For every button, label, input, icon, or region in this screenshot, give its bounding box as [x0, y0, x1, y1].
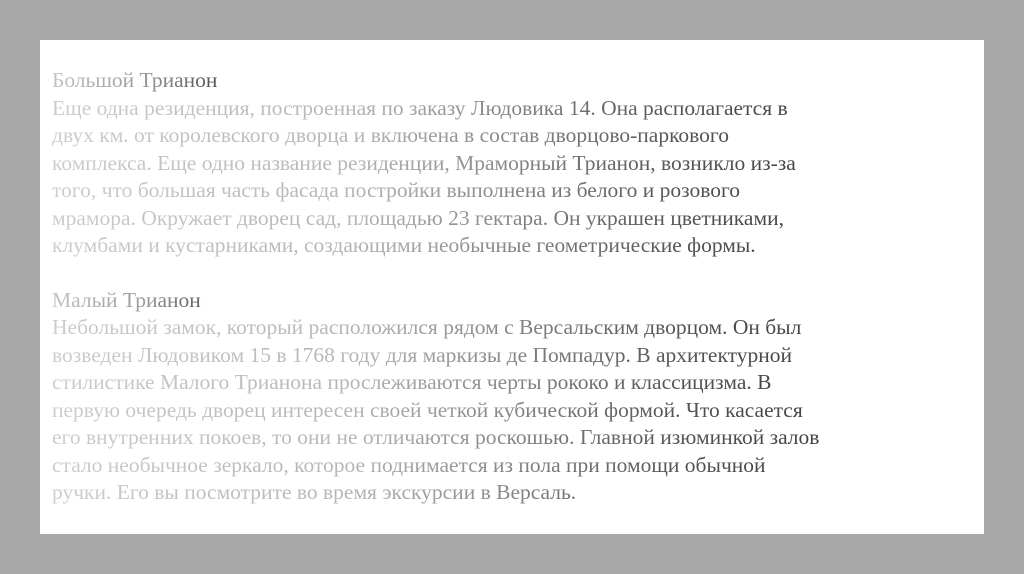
text-line: его внутренних покоев, то они не отличаются роскошью. Главной изюминкой залов	[52, 424, 972, 452]
section-body	[52, 314, 972, 507]
section-title: Малый Трианон	[52, 287, 972, 315]
slide-content	[52, 67, 972, 507]
section-body	[52, 95, 972, 260]
text-line: Небольшой замок, который расположился рядом с Версальским дворцом. Он был	[52, 314, 972, 342]
text-line: возведен Людовиком 15 в 1768 году для маркизы де Помпадур. В архитектурной	[52, 342, 972, 370]
text-line: стилистике Малого Трианона прослеживаются черты рококо и классицизма. В	[52, 369, 972, 397]
section-petit-trianon	[52, 287, 972, 507]
text-line: ручки. Его вы посмотрите во время экскурсии в Версаль.	[52, 479, 972, 507]
text-line: Еще одна резиденция, построенная по заказу Людовика 14. Она располагается в	[52, 95, 972, 123]
text-line: комплекса. Еще одно название резиденции, Мраморный Трианон, возникло из-за	[52, 150, 972, 178]
text-line: двух км. от королевского дворца и включена в состав дворцово-паркового	[52, 122, 972, 150]
text-line: клумбами и кустарниками, создающими необычные геометрические формы.	[52, 232, 972, 260]
text-line: мрамора. Окружает дворец сад, площадью 23 гектара. Он украшен цветниками,	[52, 205, 972, 233]
section-grand-trianon	[52, 67, 972, 260]
section-title: Большой Трианон	[52, 67, 972, 95]
text-line: первую очередь дворец интересен своей четкой кубической формой. Что касается	[52, 397, 972, 425]
slide-page	[40, 40, 984, 534]
text-line: стало необычное зеркало, которое поднимается из пола при помощи обычной	[52, 452, 972, 480]
section-spacer	[52, 260, 972, 287]
text-line: того, что большая часть фасада постройки выполнена из белого и розового	[52, 177, 972, 205]
